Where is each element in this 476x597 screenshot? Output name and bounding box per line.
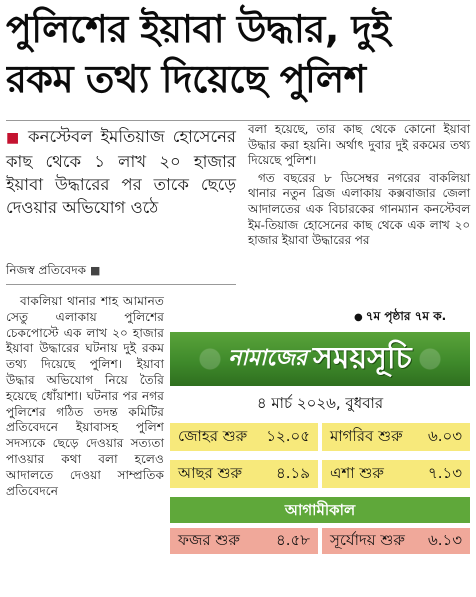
banner-title-part-1: নামাজের <box>228 345 307 371</box>
headline <box>6 4 470 104</box>
byline-rule <box>6 284 236 285</box>
prayer-time: ৬.১৩ <box>427 530 462 549</box>
prayer-name: ফজর শুরু <box>178 530 240 549</box>
prayer-time: ৪.১৯ <box>276 463 310 482</box>
red-square-icon: ■ <box>6 130 23 146</box>
right-column <box>248 122 470 251</box>
prayer-name: এশা শুরু <box>330 463 384 482</box>
body-right-para-2: গত বছরের ৮ ডিসেম্বর নগরের বাকলিয়া থানার নতুন ব্রিজ এলাকায় কক্সবাজার জেলা আদালতের এক বিচারকের গানম্যান কনস্টেবল ইম-তিয়াজ হোসেনের কাছ থেকে এক লাখ ২০ হাজার ইয়াবা উদ্ধারের পর <box>248 170 470 248</box>
prayer-cell-asor <box>170 460 318 488</box>
prayer-row-3 <box>170 528 470 554</box>
tomorrow-header: আগামীকাল <box>170 497 470 523</box>
prayer-cell-sunrise <box>322 528 470 554</box>
prayer-cell-esha <box>322 460 470 488</box>
banner-title-part-2: সময়সূচি <box>312 340 412 376</box>
byline <box>6 262 236 282</box>
headline-rule <box>6 120 470 121</box>
prayer-cell-magrib <box>322 423 470 451</box>
lead-column <box>6 125 236 219</box>
prayer-name: মাগরিব শুরু <box>330 426 403 445</box>
prayer-name: আছর শুরু <box>178 463 243 482</box>
prayer-row-2 <box>170 460 470 488</box>
byline-text: নিজস্ব প্রতিবেদক <box>6 263 87 277</box>
prayer-time: ৭.১৩ <box>427 463 462 482</box>
prayer-cell-johor <box>170 423 318 451</box>
headline-line-1: পুলিশের ইয়াবা উদ্ধার, দুই <box>6 7 391 51</box>
prayer-name: সূর্যোদয় শুরু <box>330 530 405 549</box>
continued-text: ৭ম পৃষ্ঠার ৭ম ক. <box>365 309 447 323</box>
prayer-time: ১২.০৫ <box>266 426 310 445</box>
prayer-name: জোহর শুরু <box>178 426 248 445</box>
banner-title <box>170 332 470 386</box>
headline-line-2: রকম তথ্য দিয়েছে পুলিশ <box>6 57 366 101</box>
lead-text: কনস্টেবল ইমতিয়াজ হোসেনের কাছ থেকে ১ লাখ ২০ হাজার ইয়াবা উদ্ধারের পর তাকে ছেড়ে দেওয়ার অভিযোগ ওঠে <box>6 127 236 217</box>
bullet-icon: ● <box>354 312 363 323</box>
prayer-row-1 <box>170 423 470 451</box>
prayer-cell-fajr <box>170 528 318 554</box>
prayer-banner <box>170 332 470 386</box>
prayer-time: ৪.৫৮ <box>276 530 310 549</box>
prayer-date: ৪ মার্চ ২০২৬, বুধবার <box>256 394 384 412</box>
prayer-time: ৬.০৩ <box>427 426 462 445</box>
body-left-text: বাকলিয়া থানার শাহ আমানত সেতু এলাকায় পুলিশের চেকপোস্টে এক লাখ ২০ হাজার ইয়াবা উদ্ধারের ঘটনায় দুই রকম তথ্য দিয়েছে পুলিশ। ইয়াবা উদ্ধার অভিযোগ নিয়ে তৈরি হয়েছে ধোঁয়াশা। ঘটনার পর নগর পুলিশের গঠিত তদন্ত কমিটির প্রতিবেদনে ইয়াবাসহ পুলিশ সদস্যকে ছেড়ে দেওয়ার সত্যতা পাওয়ার কথা বলা হলেও আদালতে দেওয়া সাম্প্রতিক প্রতিবেদনে <box>6 294 164 498</box>
lead-summary <box>6 125 236 219</box>
continued-note <box>354 308 446 328</box>
square-icon: ■ <box>90 264 101 277</box>
body-right-para-1: বলা হয়েছে, তার কাছ থেকে কোনো ইয়াবা উদ্ধার করা হয়নি। অর্থাৎ দুবার দুই রকমের তথ্য দিয়েছে পুলিশ। <box>248 122 470 168</box>
